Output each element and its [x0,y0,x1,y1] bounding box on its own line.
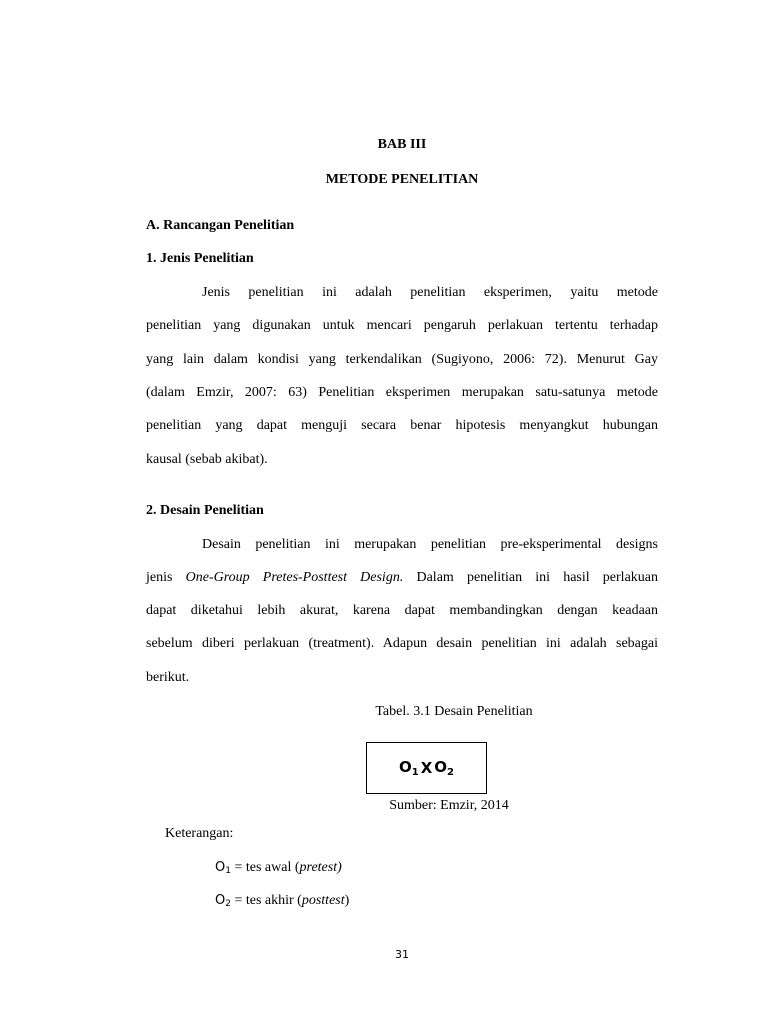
legend-symbol: $O_1$ [215,860,231,876]
chapter-title: BAB III [377,137,427,152]
formula-o1: $O_1$ [398,758,419,778]
paragraph-line [146,570,658,586]
paragraph-line: Jenis penelitian ini adalah penelitian eksperimen, yaitu metode [202,285,658,300]
text-segment: Dalam penelitian ini hasil perlakuan [403,570,658,585]
legend-text: = tes awal ( [230,860,300,875]
design-name-italic: One-Group Pretes-Posttest Design. [185,570,404,585]
table-caption: Tabel. 3.1 Desain Penelitian [375,704,533,719]
paragraph-line: (dalam Emzir, 2007: 63) Penelitian eksperimen merupakan satu-satunya metode [146,385,658,400]
paragraph-line: Desain penelitian ini merupakan penelitian pre-eksperimental designs [202,537,658,552]
paragraph-line: dapat diketahui lebih akurat, karena dapat membandingkan dengan keadaan [146,603,658,618]
paragraph-line: sebelum diberi perlakuan (treatment). Adapun desain penelitian ini adalah sebagai [146,636,658,651]
legend-item-pretest [215,860,342,876]
paragraph-line: kausal (sebab akibat). [146,452,268,467]
legend-term: posttest [301,893,345,908]
legend-symbol: $O_2$ [215,893,231,909]
legend-item-posttest: $O_2$ = tes akhir (posttest) [215,893,350,909]
page-number: 31 [395,948,409,961]
formula-o2: $O_2$ [434,758,455,778]
subsection-heading-jenis: 1. Jenis Penelitian [146,251,254,266]
paragraph-line: yang lain dalam kondisi yang terkendalikan (Sugiyono, 2006: 72). Menurut Gay [146,352,658,367]
subsection-heading-desain: 2. Desain Penelitian [146,503,264,518]
text-segment: jenis [146,570,186,585]
section-heading-rancangan: A. Rancangan Penelitian [146,218,295,233]
table-source: Sumber: Emzir, 2014 [389,798,509,813]
legend-text: = tes akhir ( [230,893,302,908]
paragraph-line: penelitian yang digunakan untuk mencari pengaruh perlakuan tertentu terhadap [146,318,658,333]
paragraph-line: berikut. [146,670,190,685]
legend-term: pretest) [299,860,342,875]
chapter-subtitle: METODE PENELITIAN [325,172,479,187]
legend-title: Keterangan: [165,826,234,841]
design-formula-box [366,742,487,794]
paragraph-line: penelitian yang dapat menguji secara benar hipotesis menyangkut hubungan [146,418,658,433]
formula-x: X [420,759,433,777]
